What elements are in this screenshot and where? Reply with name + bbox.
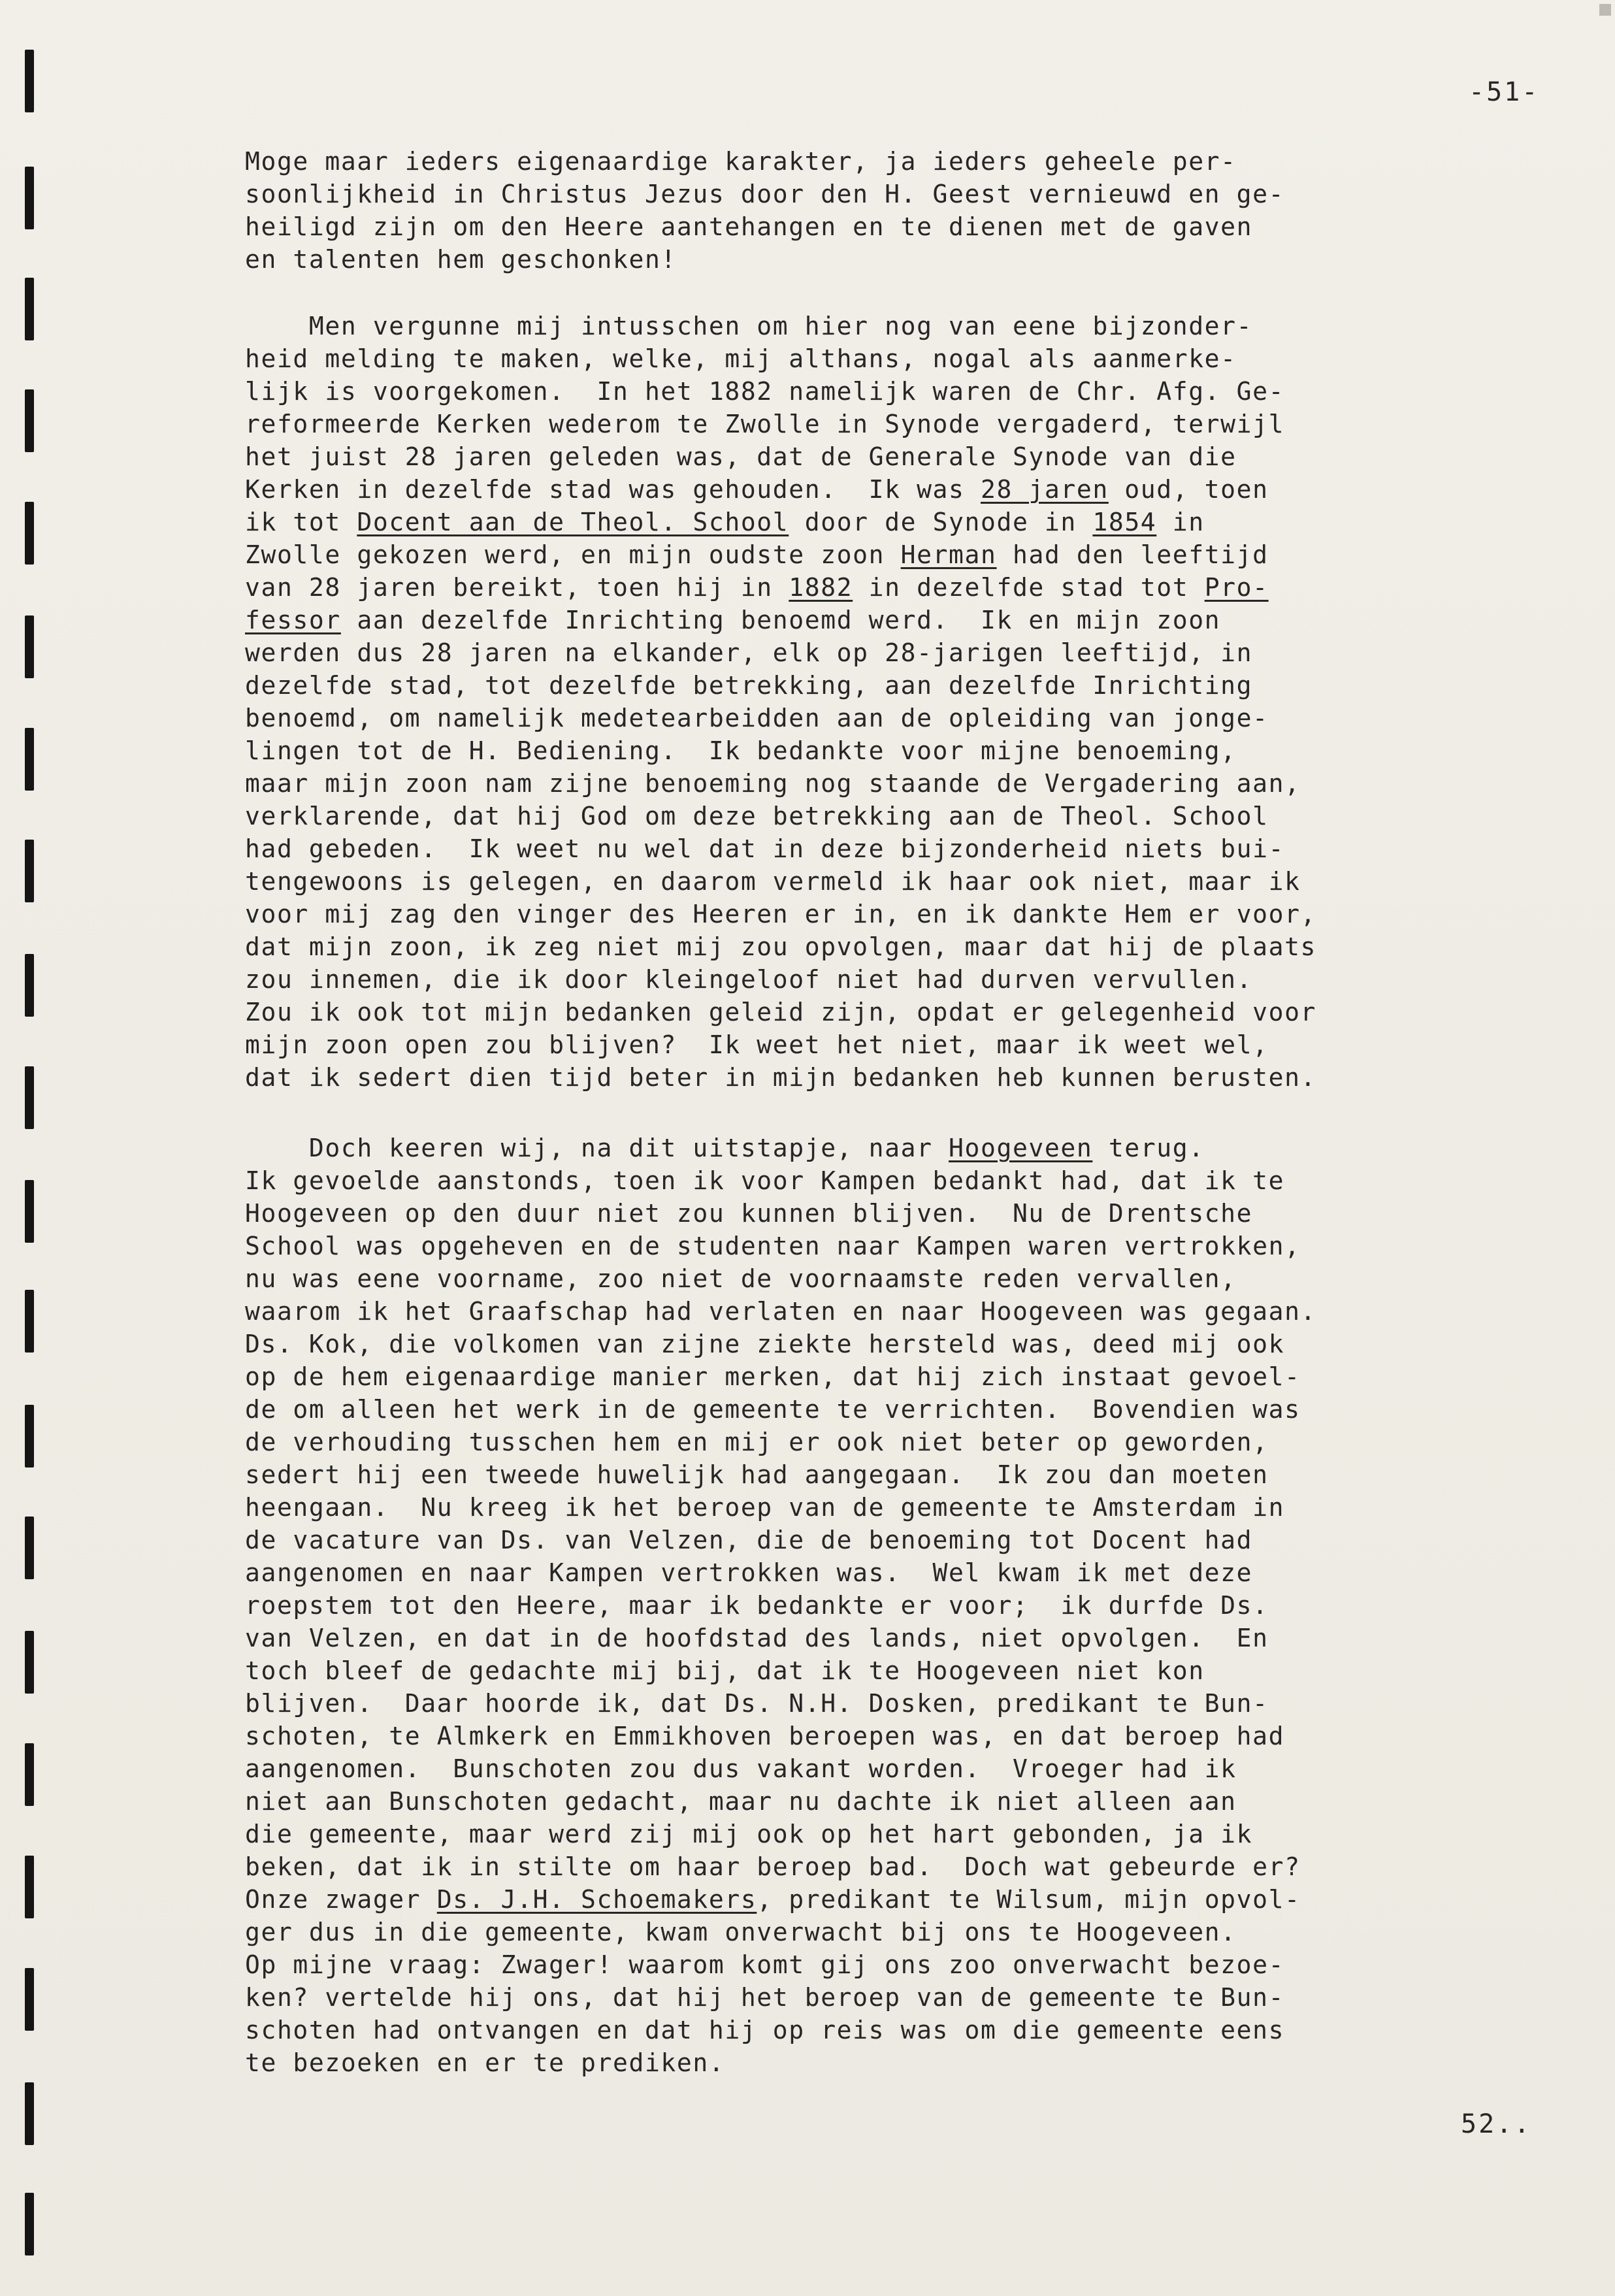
text-line [245,538,1552,571]
text-segment: Men vergunne mij intusschen om hier nog van eene bijzonder- [245,312,1253,340]
text-segment: werden dus 28 jaren na elkander, elk op 28-jarigen leeftijd, in [245,638,1253,667]
text-line [245,210,1552,243]
text-segment: soonlijkheid in Christus Jezus door den H. Geest vernieuwd en ge- [245,180,1285,208]
text-segment: Ds. Kok, die volkomen van zijne ziekte hersteld was, deed mij ook [245,1330,1285,1358]
text-line [245,767,1552,800]
text-line [245,1556,1552,1589]
binding-hole [25,840,34,902]
text-segment: heengaan. Nu kreeg ik het beroep van de gemeente te Amsterdam in [245,1493,1285,1522]
text-segment: van Velzen, en dat in de hoofdstad des lands, niet opvolgen. En [245,1624,1269,1652]
text-segment: te bezoeken en er te prediken. [245,2048,725,2077]
text-line [245,636,1552,669]
text-segment: het juist 28 jaren geleden was, dat de Generale Synode van die [245,442,1237,471]
text-segment: en talenten hem geschonken! [245,245,677,274]
corner-mark [1599,4,1611,16]
binding-hole [25,2082,34,2145]
text-line [245,440,1552,473]
text-line [245,996,1552,1028]
underlined-text: Pro- [1204,573,1269,602]
text-segment: de om alleen het werk in de gemeente te verrichten. Bovendien was [245,1395,1301,1424]
text-line [245,1850,1552,1883]
binding-hole [25,1066,34,1129]
text-line [245,1230,1552,1262]
text-segment: Kerken in dezelfde stad was gehouden. Ik was [245,475,981,504]
text-line [245,145,1552,178]
binding-hole [25,615,34,678]
text-line [245,2014,1552,2046]
paragraph-1 [245,145,1552,276]
text-line [245,702,1552,734]
text-line [245,375,1552,408]
text-line [245,865,1552,898]
binding-hole [25,1968,34,2031]
underlined-text: Herman [900,540,997,569]
text-segment: ken? vertelde hij ons, dat hij het beroep van de gemeente te Bun- [245,1983,1285,2012]
text-segment: de vacature van Ds. van Velzen, die de benoeming tot Docent had [245,1526,1253,1554]
continuation-mark: 52.. [1461,2109,1532,2139]
text-line [245,800,1552,832]
text-segment: heid melding te maken, welke, mij althans, nogal als aanmerke- [245,344,1237,373]
text-line [245,1883,1552,1916]
text-line [245,898,1552,930]
text-line [245,1426,1552,1458]
binding-hole [25,502,34,565]
text-line [245,1197,1552,1230]
text-segment: Doch keeren wij, na dit uitstapje, naar [245,1134,949,1162]
text-segment: ger dus in die gemeente, kwam onverwacht bij ons te Hoogeveen. [245,1918,1237,1946]
text-line [245,1720,1552,1752]
text-segment: nu was eene voorname, zoo niet de voornaamste reden vervallen, [245,1264,1237,1293]
text-line [245,1393,1552,1426]
text-line [245,1262,1552,1295]
text-segment: Onze zwager [245,1885,437,1914]
text-line [245,408,1552,440]
binding-hole [25,50,34,112]
binding-hole [25,389,34,452]
text-segment: dezelfde stad, tot dezelfde betrekking, aan dezelfde Inrichting [245,671,1253,700]
text-line [245,930,1552,963]
text-segment: voor mij zag den vinger des Heeren er in, en ik dankte Hem er voor, [245,900,1317,928]
underlined-text: fessor [245,606,341,634]
underlined-text: 1854 [1092,508,1157,536]
text-line [245,1328,1552,1360]
binding-hole [25,954,34,1017]
text-line [245,310,1552,342]
text-segment: in dezelfde stad tot [853,573,1205,602]
text-segment: op de hem eigenaardige manier merken, dat hij zich instaat gevoel- [245,1362,1301,1391]
text-line [245,571,1552,604]
text-line [245,178,1552,210]
text-line [245,832,1552,865]
underlined-text: 1882 [789,573,853,602]
text-segment: in [1156,508,1205,536]
underlined-text: Docent aan de Theol. School [357,508,789,536]
text-segment: maar mijn zoon nam zijne benoeming nog staande de Vergadering aan, [245,769,1301,798]
text-line [245,1458,1552,1491]
binding-hole [25,167,34,229]
text-line [245,1132,1552,1164]
text-segment: had gebeden. Ik weet nu wel dat in deze bijzonderheid niets bui- [245,834,1285,863]
underlined-text: Ds. J.H. Schoemakers [436,1885,757,1914]
text-line [245,1981,1552,2014]
text-line [245,1028,1552,1061]
text-line [245,1061,1552,1094]
text-segment: heiligd zijn om den Heere aantehangen en te dienen met de gaven [245,212,1253,241]
text-segment: Moge maar ieders eigenaardige karakter, ja ieders geheele per- [245,147,1237,176]
binding-hole [25,1631,34,1694]
text-segment: ik tot [245,508,357,536]
text-segment: van 28 jaren bereikt, toen hij in [245,573,789,602]
text-segment: , predikant te Wilsum, mijn opvol- [757,1885,1301,1914]
text-segment: niet aan Bunschoten gedacht, maar nu dachte ik niet alleen aan [245,1787,1237,1816]
text-line [245,963,1552,996]
text-line [245,342,1552,375]
text-line [245,1818,1552,1850]
underlined-text: Hoogeveen [949,1134,1093,1162]
text-segment: toch bleef de gedachte mij bij, dat ik te Hoogeveen niet kon [245,1656,1205,1685]
text-segment: Hoogeveen op den duur niet zou kunnen blijven. Nu de Drentsche [245,1199,1253,1228]
text-segment: Zwolle gekozen werd, en mijn oudste zoon [245,540,901,569]
text-line [245,1752,1552,1785]
text-segment: had den leeftijd [996,540,1269,569]
text-line [245,1687,1552,1720]
text-segment: die gemeente, maar werd zij mij ook op het hart gebonden, ja ik [245,1820,1253,1848]
text-line [245,1622,1552,1654]
text-segment: sedert hij een tweede huwelijk had aangegaan. Ik zou dan moeten [245,1460,1269,1489]
text-line [245,1360,1552,1393]
text-segment: benoemd, om namelijk medetearbeidden aan de opleiding van jonge- [245,704,1269,732]
text-segment: tengewoons is gelegen, en daarom vermeld ik haar ook niet, maar ik [245,867,1301,896]
binding-hole [25,1405,34,1468]
text-segment: dat mijn zoon, ik zeg niet mij zou opvolgen, maar dat hij de plaats [245,932,1317,961]
binding-hole [25,1856,34,1918]
text-segment: Ik gevoelde aanstonds, toen ik voor Kampen bedankt had, dat ik te [245,1166,1285,1195]
text-segment: dat ik sedert dien tijd beter in mijn bedanken heb kunnen berusten. [245,1063,1317,1092]
binding-hole [25,1517,34,1579]
text-segment: verklarende, dat hij God om deze betrekking aan de Theol. School [245,802,1269,830]
underlined-text: 28 jaren [980,475,1109,504]
text-line [245,669,1552,702]
text-segment: mijn zoon open zou blijven? Ik weet het niet, maar ik weet wel, [245,1030,1269,1059]
text-segment: door de Synode in [789,508,1093,536]
binding-hole [25,1290,34,1353]
text-line [245,1948,1552,1981]
text-line [245,1785,1552,1818]
text-segment: reformeerde Kerken wederom te Zwolle in Synode vergaderd, terwijl [245,410,1285,438]
text-line [245,1164,1552,1197]
paragraph-2 [245,310,1552,1094]
text-segment: roepstem tot den Heere, maar ik bedankte er voor; ik durfde Ds. [245,1591,1269,1620]
text-segment: beken, dat ik in stilte om haar beroep bad. Doch wat gebeurde er? [245,1852,1301,1881]
text-segment: de verhouding tusschen hem en mij er ook niet beter op geworden, [245,1428,1269,1456]
text-line [245,473,1552,506]
text-line [245,1916,1552,1948]
text-segment: schoten, te Almkerk en Emmikhoven beroepen was, en dat beroep had [245,1722,1285,1750]
text-segment: aangenomen. Bunschoten zou dus vakant worden. Vroeger had ik [245,1754,1237,1783]
binding-hole [25,1743,34,1806]
text-line [245,1524,1552,1556]
binding-hole [25,1180,34,1243]
binding-hole [25,728,34,791]
text-segment: lijk is voorgekomen. In het 1882 namelijk waren de Chr. Afg. Ge- [245,377,1285,406]
binding-hole [25,2193,34,2255]
text-line [245,1589,1552,1622]
text-line [245,1654,1552,1687]
page-number: -51- [1469,77,1540,107]
text-line [245,2046,1552,2079]
text-segment: schoten had ontvangen en dat hij op reis was om die gemeente eens [245,2016,1285,2044]
paragraph-3 [245,1132,1552,2079]
text-segment: waarom ik het Graafschap had verlaten en naar Hoogeveen was gegaan. [245,1297,1317,1326]
text-line [245,1491,1552,1524]
text-segment: oud, toen [1108,475,1269,504]
text-segment: aangenomen en naar Kampen vertrokken was. Wel kwam ik met deze [245,1558,1253,1587]
binding-hole [25,278,34,340]
text-segment: blijven. Daar hoorde ik, dat Ds. N.H. Dosken, predikant te Bun- [245,1689,1269,1718]
text-segment: Zou ik ook tot mijn bedanken geleid zijn, opdat er gelegenheid voor [245,998,1317,1026]
text-line [245,506,1552,538]
text-segment: Op mijne vraag: Zwager! waarom komt gij ons zoo onverwacht bezoe- [245,1950,1285,1979]
text-segment: lingen tot de H. Bediening. Ik bedankte voor mijne benoeming, [245,736,1237,765]
text-segment: zou innemen, die ik door kleingeloof niet had durven vervullen. [245,965,1253,994]
text-segment: School was opgeheven en de studenten naar Kampen waren vertrokken, [245,1232,1301,1260]
text-segment: aan dezelfde Inrichting benoemd werd. Ik en mijn zoon [340,606,1221,634]
text-line [245,243,1552,276]
text-line [245,604,1552,636]
text-line [245,734,1552,767]
text-line [245,1295,1552,1328]
text-segment: terug. [1092,1134,1205,1162]
